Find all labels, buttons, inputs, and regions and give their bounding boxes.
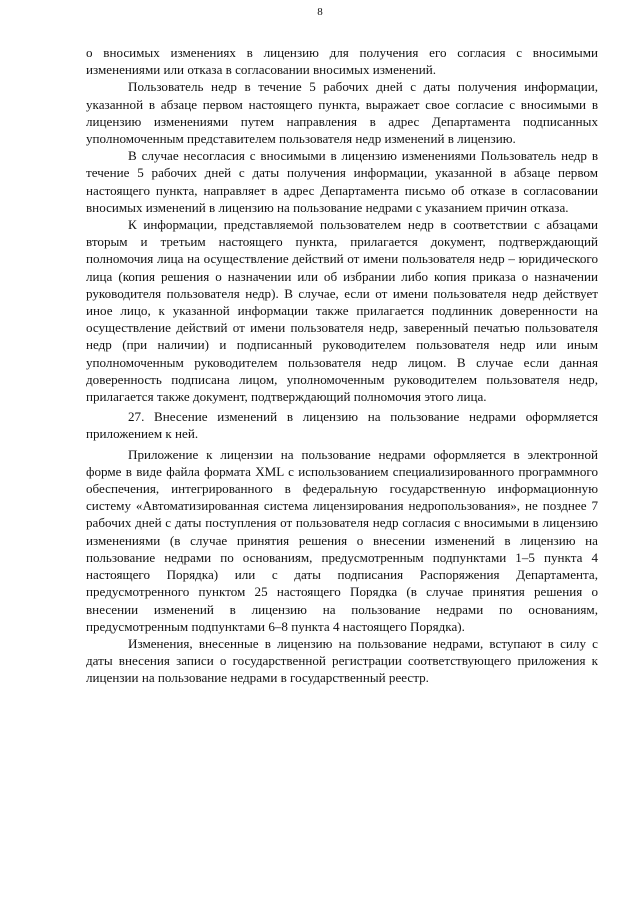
page-number: 8: [317, 6, 323, 18]
paragraph-authority-documents: К информации, представляемой пользователем недр в соответствии с абзацами вторым и третьим настоящего пункта, прилагается документ, подтверждающий полномочия лица на осуществление действий от имени пользователя недр – юридического лица (копия решения о назначении или об избрании либо копия приказа о назначении руководителя пользователя недр). В случае, если от имени пользователя недр действует иное лицо, к указанной информации также прилагается подлинник доверенности на осуществление действий от имени пользователя недр, заверенный печатью пользователя недр (при наличии) и подписанный руководителем пользователя недр или иным уполномоченным руководителем пользователя недр лицом. В случае если данная доверенность подписана лицом, уполномоченным руководителем пользователя недр, прилагается также документ, подтверждающий полномочия этого лица.: [86, 217, 598, 405]
paragraph-item-27: 27. Внесение изменений в лицензию на пользование недрами оформляется приложением к ней.: [86, 409, 598, 442]
document-body: [86, 44, 598, 687]
paragraph-consent: Пользователь недр в течение 5 рабочих дней с даты получения информации, указанной в абзаце первом настоящего пункта, выражает свое согласие с вносимыми в лицензию изменениями путем направления в адрес Департамента подписанных уполномоченным представителем пользователя недр изменений в лицензию.: [86, 79, 598, 147]
paragraph-continuation: о вносимых изменениях в лицензию для получения его согласия с вносимыми изменениями или отказа в согласовании вносимых изменений.: [86, 45, 598, 78]
paragraph-appendix-format: Приложение к лицензии на пользование недрами оформляется в электронной форме в виде файла формата XML с использованием специализированного программного обеспечения, интегрированного в федеральную государственную информационную систему «Автоматизированная система лицензирования недропользования», не позднее 7 рабочих дней с даты поступления от пользователя недр согласия с вносимыми в лицензию изменениями (в случае принятия решения о внесении изменений в лицензию на пользование недрами по основаниям, предусмотренным подпунктами 1–5 пункта 4 настоящего Порядка) или с даты подписания Распоряжения Департамента, предусмотренного пунктом 25 настоящего Порядка (в случае принятия решения о внесении изменений в лицензию на пользование недрами по основаниям, предусмотренным подпунктами 6–8 пункта 4 настоящего Порядка).: [86, 446, 598, 634]
paragraph-effective-date: Изменения, внесенные в лицензию на пользование недрами, вступают в силу с даты внесения записи о государственной регистрации соответствующего приложения к лицензии на пользование недрами в государственный реестр.: [86, 635, 598, 686]
paragraph-refusal: В случае несогласия с вносимыми в лицензию изменениями Пользователь недр в течение 5 рабочих дней с даты получения информации, указанной в абзаце первом настоящего пункта, направляет в адрес Департамента письмо об отказе в согласовании вносимых изменений в лицензию на пользование недрами с указанием причин отказа.: [86, 148, 598, 215]
